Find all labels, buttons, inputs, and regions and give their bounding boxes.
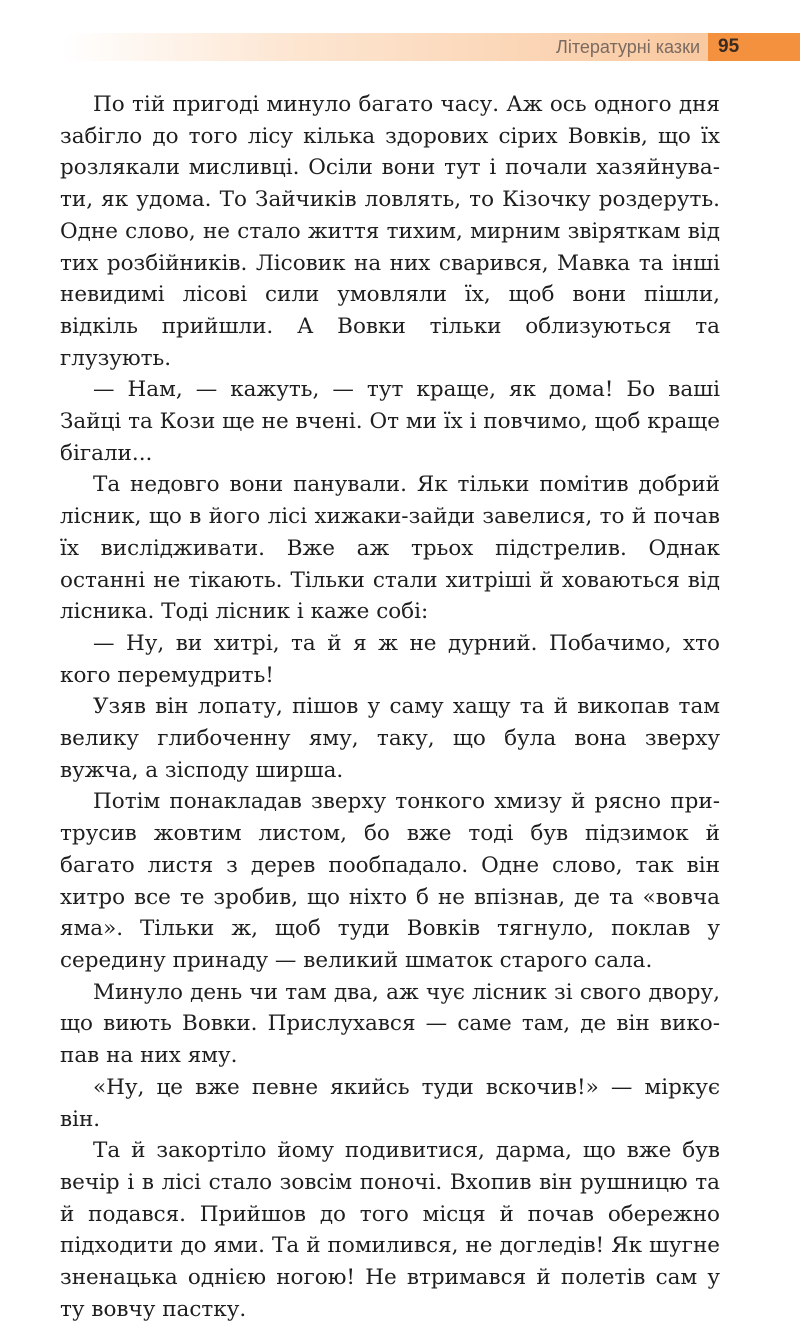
paragraph: — Нам, — кажуть, — тут краще, як дома! Бо ваші Зайці та Кози ще не вчені. От ми їх і повчимо, щоб краще бігали... xyxy=(60,377,720,466)
paragraph: Та й закортіло йому подивитися, дарма, що вже був вечір і в лісі стало зовсім поночі. Вхопив він рушницю та й подався. Прийшов до того місця й почав обережно підходити до ями. Та й помилився, не догледів! Як шугне зненацька однією ногою! Не втримався й полетів сам у ту вовчу пастку. xyxy=(60,1138,720,1322)
paragraph: Потім понакладав зверху тонкого хмизу й рясно притрусив жовтим листом, бо вже тоді був підзимок й багато листя з дерев пообпадало. Одне слово, так він хитро все те зробив, що ніхто б не впізнав, де та «вовча яма». Тільки ж, щоб туди Вовків тягнуло, поклав у середину принаду — великий шматок старого сала. xyxy=(60,789,720,973)
section-title: Літературні казки xyxy=(556,37,700,57)
paragraph: Та недовго вони панували. Як тільки помітив добрий лісник, що в його лісі хижаки-зайди завелися, то й почав їх вислідживати. Вже аж трьох підстрелив. Однак останні не тікають. Тільки стали хитріші й ховаються від лісника. Тоді лісник і каже собі: xyxy=(60,472,720,625)
page-number-box xyxy=(708,33,800,61)
paragraph: Минуло день чи там два, аж чує лісник зі свого двору, що виють Вовки. Прислухався — саме там, де він викопав на них яму. xyxy=(60,979,720,1069)
page-number: 95 xyxy=(718,36,740,57)
paragraph: — Ну, ви хитрі, та й я ж не дурний. Побачимо, хто кого перемудрить! xyxy=(60,630,720,688)
paragraph: «Ну, це вже певне якийсь туди вскочив!» — міркує він. xyxy=(60,1074,720,1132)
page-text xyxy=(60,89,720,1325)
paragraph: По тій пригоді минуло багато часу. Аж ось одного дня забігло до того лісу кілька здорових сірих Вовків, що їх розлякали мисливці. Осіли вони тут і почали хазяйнувати, як удома. То Зайчиків ловлять, то Кізочку роздеруть. Одне слово, не стало життя тихим, мирним звіряткам від тих розбійників. Лісовик на них сварився, Мавка та інші невидимі лісові сили умовляли їх, щоб вони пішли, відкіль прийшли. А Вовки тільки облизуються та глузують. xyxy=(60,92,720,371)
paragraph: Узяв він лопату, пішов у саму хащу та й викопав там велику глибоченну яму, таку, що була вона зверху вужча, а зісподу ширша. xyxy=(60,694,720,783)
